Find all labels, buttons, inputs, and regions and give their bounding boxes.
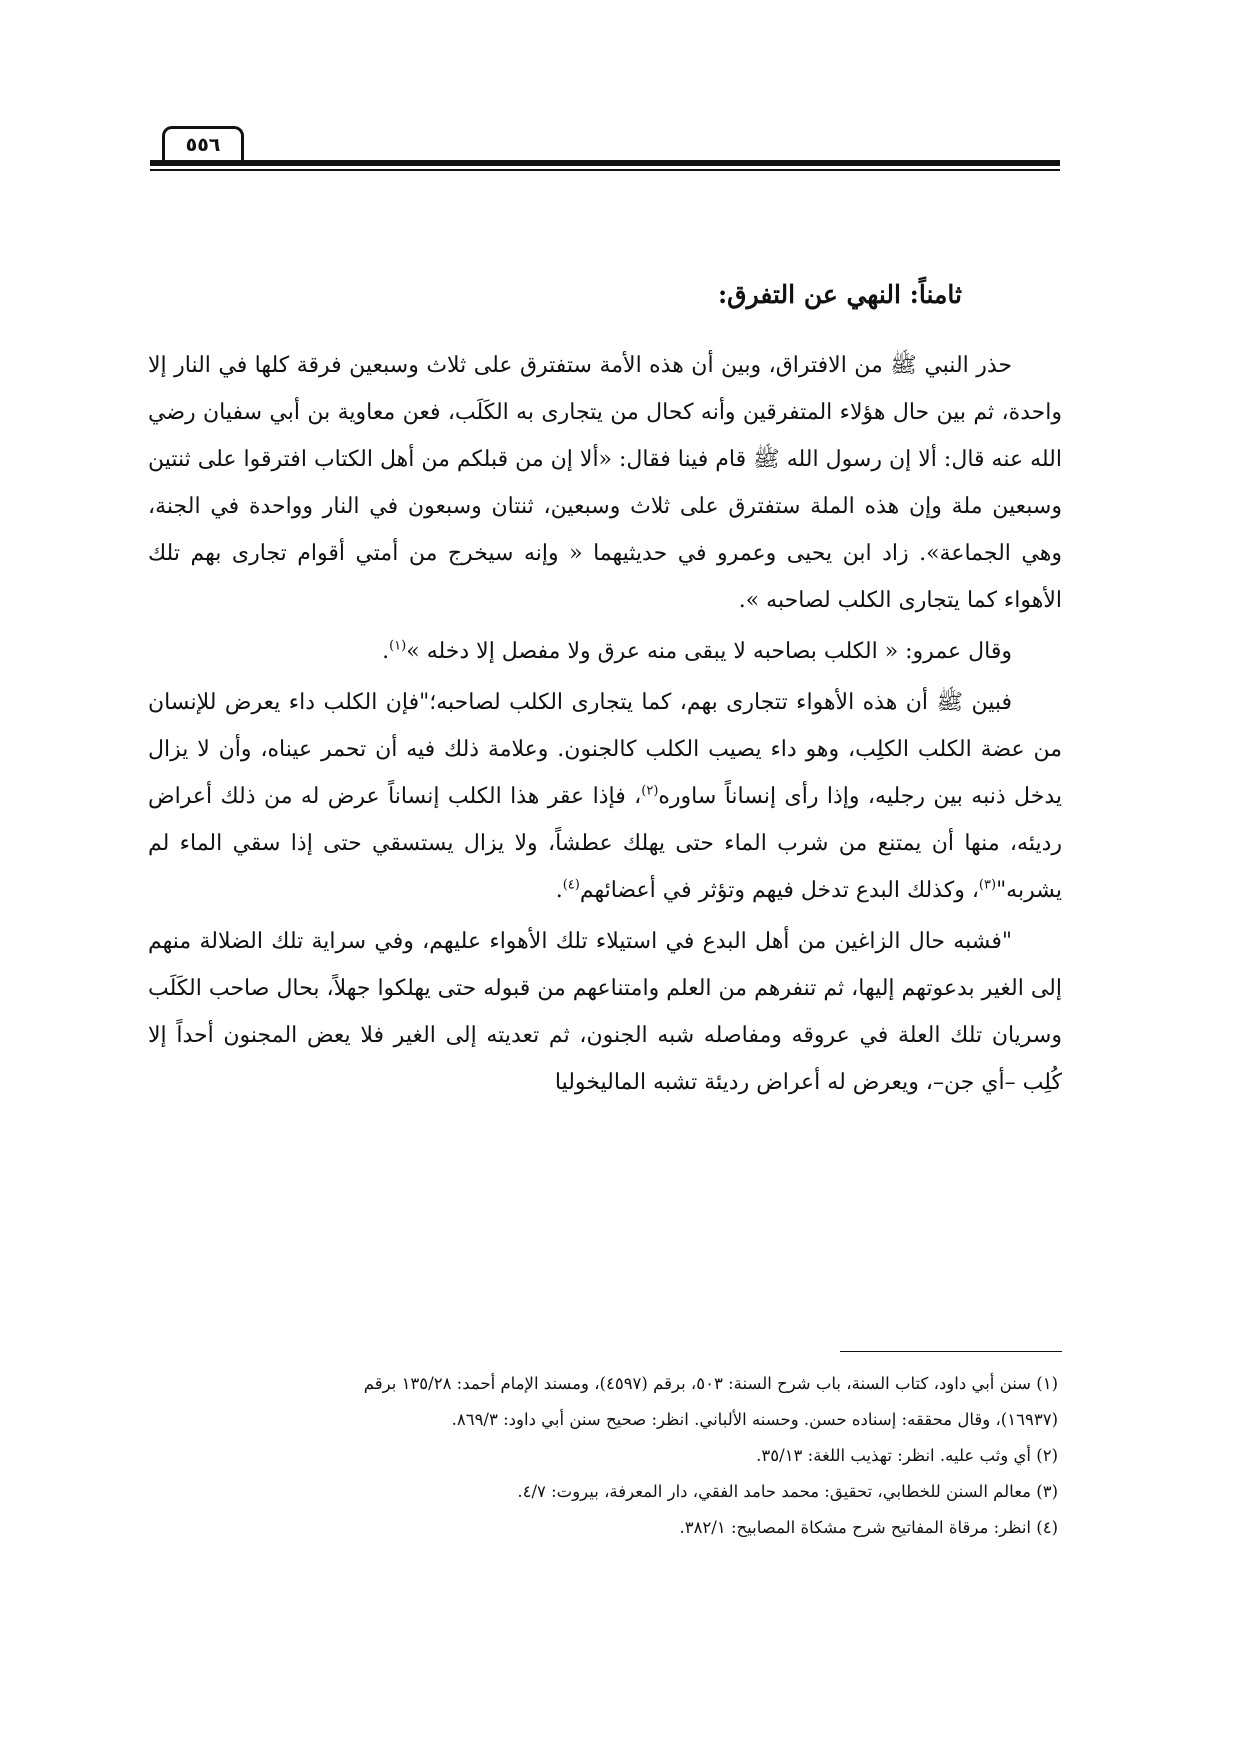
paragraph-3-text-2: ، فإذا عقر هذا الكلب إنساناً عرض له من ذلك أعراض رديئه، منها أن يمتنع من شرب الماء حتى يهلك عطشاً، ولا يزال يستسقي حتى إذا سقي الماء لم يشربه" xyxy=(148,784,1062,903)
footnote-4 xyxy=(148,1510,1062,1546)
page-number: ٥٥٦ xyxy=(162,126,244,161)
paragraph-4 xyxy=(148,918,1062,1106)
footnote-1-line-2: (١٦٩٣٧)، وقال محققه: إسناده حسن. وحسنه الألباني. انظر: صحيح سنن أبي داود: ٨٦٩/٣. xyxy=(451,1410,1058,1429)
footnotes xyxy=(148,1366,1062,1546)
main-content xyxy=(148,270,1062,1110)
paragraph-2 xyxy=(148,628,1062,675)
footnote-divider xyxy=(840,1351,1062,1352)
paragraph-3-tail: . xyxy=(555,878,563,903)
paragraph-3-text: فبين ﷺ أن هذه الأهواء تتجارى بهم، كما يتجارى الكلب لصاحبه؛"فإن الكلب داء يعرض للإنسان من عضة الكلب الكلِب، وهو داء يصيب الكلب كالجنون. وعلامة ذلك فيه أن تحمر عيناه، وأن لا يزال يدخل ذنبه بين رجليه، وإذا رأى إنساناً ساوره xyxy=(148,690,1062,809)
paragraph-1 xyxy=(148,342,1062,624)
footnote-4-line-1: (٤) انظر: مرقاة المفاتيح شرح مشكاة المصابيح: ٣٨٢/١. xyxy=(679,1518,1058,1537)
paragraph-2-tail: . xyxy=(382,639,390,664)
footnote-1-line-1: (١) سنن أبي داود، كتاب السنة، باب شرح السنة: ٥٠٣، برقم (٤٥٩٧)، ومسند الإمام أحمد: ١٣٥/٢٨ برقم xyxy=(363,1374,1058,1393)
footnote-2-line-1: (٢) أي وثب عليه. انظر: تهذيب اللغة: ٣٥/١٣. xyxy=(756,1446,1058,1465)
header-rule-thick xyxy=(150,160,1060,166)
header-rule-thin xyxy=(150,169,1060,171)
footnote-1 xyxy=(148,1366,1062,1438)
footnote-ref-2[interactable]: (٢) xyxy=(641,783,659,799)
paragraph-4-text: "فشبه حال الزاغين من أهل البدع في استيلاء تلك الأهواء عليهم، وفي سراية تلك الضلالة منهم إلى الغير بدعوتهم إليها، ثم تنفرهم من العلم وامتناعهم من قبوله حتى يهلكوا جهلاً، بحال صاحب الكَلَب وسريان تلك العلة في عروقه ومفاصله شبه الجنون، ثم تعديته إلى الغير فلا يعض المجنون أحداً إلا كُلِب –أي جن–، ويعرض له أعراض رديئة تشبه الماليخوليا xyxy=(148,929,1062,1095)
footnote-ref-1[interactable]: (١) xyxy=(389,638,407,654)
footnote-2 xyxy=(148,1438,1062,1474)
footnote-ref-4[interactable]: (٤) xyxy=(562,877,580,893)
footnote-3 xyxy=(148,1474,1062,1510)
paragraph-3-text-3: ، وكذلك البدع تدخل فيهم وتؤثر في أعضائهم xyxy=(579,878,979,903)
footnote-3-line-1: (٣) معالم السنن للخطابي، تحقيق: محمد حامد الفقي، دار المعرفة، بيروت: ٤/٧. xyxy=(517,1482,1058,1501)
footnote-ref-3[interactable]: (٣) xyxy=(978,877,997,893)
section-title: ثامناً: النهي عن التفرق: xyxy=(717,280,962,309)
paragraph-2-text: وقال عمرو: « الكلب بصاحبه لا يبقى منه عرق ولا مفصل إلا دخله » xyxy=(406,639,1012,664)
paragraph-1-text: حذر النبي ﷺ من الافتراق، وبين أن هذه الأمة ستفترق على ثلاث وسبعين فرقة كلها في النار إلا واحدة، ثم بين حال هؤلاء المتفرقين وأنه كحال من يتجارى به الكَلَب، فعن معاوية بن أبي سفيان رضي الله عنه قال: ألا إن رسول الله ﷺ قام فينا فقال: «ألا إن من قبلكم من أهل الكتاب افترقوا على ثنتين وسبعين ملة وإن هذه الملة ستفترق على ثلاث وسبعين، ثنتان وسبعون في النار وواحدة في الجنة، وهي الجماعة». زاد ابن يحيى وعمرو في حديثيهما « وإنه سيخرج من أمتي أقوام تجارى بهم تلك الأهواء كما يتجارى الكلب لصاحبه ». xyxy=(148,353,1062,613)
paragraph-3 xyxy=(148,679,1062,914)
page-header xyxy=(150,126,1060,170)
